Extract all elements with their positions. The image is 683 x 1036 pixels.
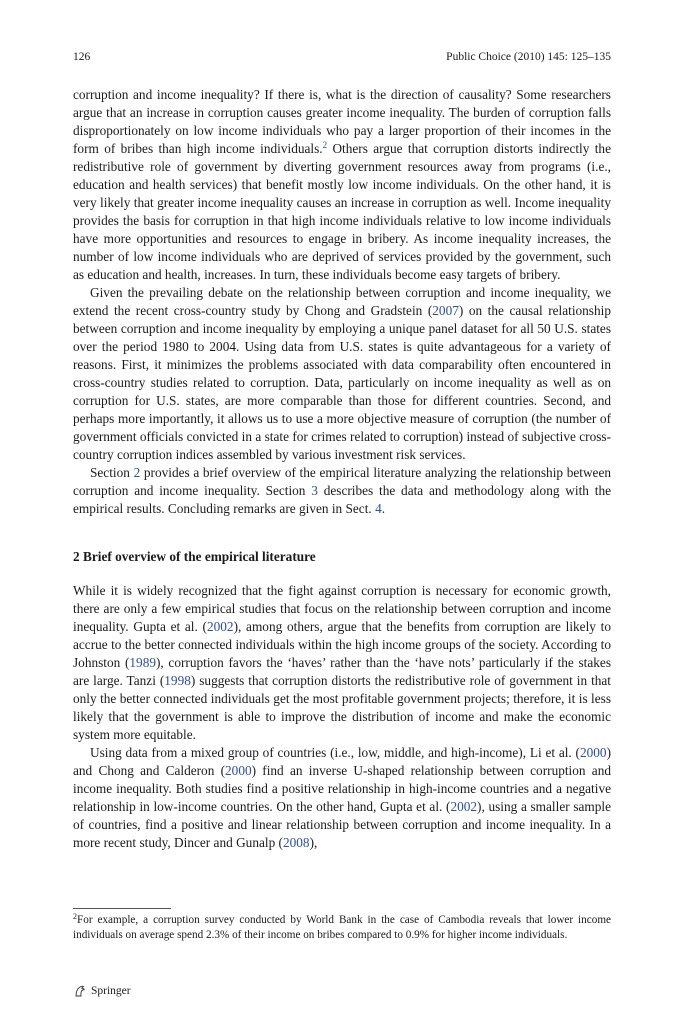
page-number: 126 [73,51,91,63]
citation-tanzi-1998[interactable]: 1998 [164,673,191,688]
publisher-name: Springer [91,985,131,997]
text-run: corruption and income inequality? If there is, what is the direction of causality? Some researchers argue that an increase in corruption causes greater income inequality. The burden of corruption falls disproportionately on low income individuals who pay a larger proportion of their incomes in the form of bribes than high income individuals. [73,87,611,156]
paragraph-1 [73,86,611,284]
text-run: Others argue that corruption distorts indirectly the redistributive role of government by diverting government resources away from programs (i.e., education and health services) that benefit mostly low income individuals. On the other hand, it is very likely that greater income inequality causes an increase in corruption as well. Income inequality provides the basis for corruption in that high income individuals relative to low income individuals have more opportunities and resources to engage in bribery. As income inequality increases, the number of low income individuals who are deprived of services provided by the government, such as education and health, increases. In turn, these individuals become easy targets of bribery. [73,141,611,282]
footnote-ref-2[interactable]: 2 [322,140,328,150]
footnote-2 [73,913,611,942]
citation-johnston-1989[interactable]: 1989 [129,655,156,670]
footnote-divider [73,908,171,909]
citation-dincer-gunalp-2008[interactable]: 2008 [282,835,310,850]
text-run: While it is widely recognized that the fight against corruption is necessary for economic growth, there are only a few empirical studies that focus on the relationship between corruption and income inequality. Gupta et al. ( [73,583,611,634]
text-run: Given the prevailing debate on the relationship between corruption and income inequality, we extend the recent cross-country study by Chong and Gradstein ( [73,285,611,318]
text-run: Using data from a mixed group of countries (i.e., low, middle, and high-income), Li et al. ( [90,745,580,760]
paragraph-4 [73,582,611,744]
text-run: ) suggests that corruption distorts the redistributive role of government in that only the better connected individuals get the most profitable government projects; therefore, it is less likely that the government is able to improve the distribution of income and make the economic system more equitable. [73,673,612,742]
article-body [73,86,611,852]
text-run: ), using a smaller sample of countries, find a positive and linear relationship between corruption and income inequality. In a more recent study, Dincer and Gunalp ( [73,799,611,850]
text-run: Section [90,465,134,480]
text-run: . [381,501,386,516]
text-run: ), corruption favors the ‘haves’ rather than the ‘have nots’ particularly if the stakes are large. Tanzi ( [73,655,611,688]
running-header [73,50,611,64]
section-heading: 2 Brief overview of the empirical literature [73,549,316,564]
text-run: ) and Chong and Calderon ( [73,745,611,778]
section-link-4[interactable]: 4 [375,501,382,516]
citation-gupta-2002[interactable]: 2002 [450,799,478,814]
springer-horse-icon [73,984,87,998]
text-run: ) find an inverse U-shaped relationship between corruption and income inequality. Both studies find a positive relationship in high-income countries and a negative relationship in low-income countries. On the other hand, Gupta et al. ( [73,763,611,814]
citation-chong-calderon-2000[interactable]: 2000 [225,763,252,778]
citation-li-2000[interactable]: 2000 [579,745,607,760]
paragraph-3 [73,464,611,518]
footnote-mark: 2 [73,912,77,921]
citation-chong-gradstein-2007[interactable]: 2007 [432,303,459,318]
paragraph-2 [73,284,611,464]
journal-citation: Public Choice (2010) 145: 125–135 [446,51,611,63]
text-run: describes the data and methodology along with the empirical results. Concluding remarks are given in Sect. [73,483,611,516]
section-link-2[interactable]: 2 [133,465,141,480]
text-run: ), among others, argue that the benefits from corruption are likely to accrue to the better connected individuals within the high income groups of the society. According to Johnston ( [73,619,611,670]
footnote-text: For example, a corruption survey conducted by World Bank in the case of Cambodia reveals that lower income individuals on average spend 2.3% of their income on bribes compared to 0.9% for higher income individuals. [73,914,611,941]
text-run: ) on the causal relationship between corruption and income inequality by employing a unique panel dataset for all 50 U.S. states over the period 1980 to 2004. Using data from U.S. states is quite advantageous for a variety of reasons. First, it minimizes the problems associated with data comparability often encountered in cross-country studies related to corruption. Data, particularly on income inequality as well as on corruption for U.S. states, are more comparable than those for different countries. Second, and perhaps more importantly, it allows us to use a more objective measure of corruption (the number of government officials convicted in a state for crimes related to corruption) instead of subjective cross-country corruption indices assembled by various investment risk services. [73,303,611,462]
text-run: ), [309,835,318,850]
citation-gupta-2002[interactable]: 2002 [206,619,234,634]
section-link-3[interactable]: 3 [311,483,318,498]
publisher-footer [73,984,131,998]
text-run: provides a brief overview of the empirical literature analyzing the relationship between corruption and income inequality. Section [73,465,611,498]
paragraph-5 [73,744,611,852]
